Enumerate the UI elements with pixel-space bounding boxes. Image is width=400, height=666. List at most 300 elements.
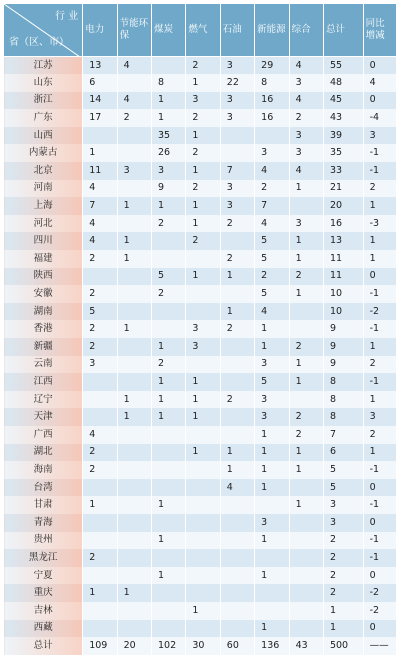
table-cell	[117, 180, 151, 198]
table-cell: -1	[363, 496, 396, 514]
table-cell: 2	[323, 567, 363, 585]
table-cell	[152, 250, 186, 268]
table-cell	[186, 461, 220, 479]
table-cell: 2	[152, 215, 186, 233]
table-cell	[289, 532, 323, 550]
row-province-name: 香港	[4, 320, 83, 338]
table-row	[4, 584, 397, 602]
table-cell	[117, 303, 151, 321]
table-cell: 3	[363, 127, 396, 145]
column-header-coal: 煤炭	[152, 4, 186, 57]
table-row	[4, 426, 397, 444]
row-province-name: 总计	[4, 637, 83, 655]
table-cell: 3	[220, 92, 254, 110]
table-row	[4, 479, 397, 497]
table-cell	[83, 127, 117, 145]
table-cell	[152, 479, 186, 497]
table-cell	[152, 584, 186, 602]
table-cell: 3	[186, 338, 220, 356]
table-cell: 1	[186, 162, 220, 180]
table-cell: 4	[220, 479, 254, 497]
table-cell: 0	[363, 620, 396, 638]
table-cell: 5	[255, 373, 289, 391]
row-province-name: 宁夏	[4, 567, 83, 585]
table-row	[4, 391, 397, 409]
table-cell: 1	[255, 338, 289, 356]
table-cell	[289, 320, 323, 338]
table-cell: 2	[289, 408, 323, 426]
table-cell	[220, 532, 254, 550]
table-cell: 1	[363, 197, 396, 215]
row-province-name: 甘肃	[4, 496, 83, 514]
table-cell: 1	[152, 408, 186, 426]
table-cell: 2	[186, 109, 220, 127]
table-cell: 5	[323, 479, 363, 497]
row-province-name: 广东	[4, 109, 83, 127]
table-cell: 3	[289, 127, 323, 145]
table-cell: 1	[186, 602, 220, 620]
table-cell	[83, 567, 117, 585]
table-cell	[220, 285, 254, 303]
table-cell	[152, 620, 186, 638]
table-cell: -2	[363, 303, 396, 321]
table-cell: 2	[83, 338, 117, 356]
table-row	[4, 532, 397, 550]
table-cell	[220, 373, 254, 391]
table-cell: 2	[220, 215, 254, 233]
table-cell: 1	[152, 532, 186, 550]
table-cell	[255, 127, 289, 145]
table-row	[4, 92, 397, 110]
table-cell: 8	[152, 74, 186, 92]
table-cell: 1	[255, 567, 289, 585]
table-cell: 3	[255, 356, 289, 374]
row-province-name: 浙江	[4, 92, 83, 110]
table-cell	[117, 127, 151, 145]
table-cell: 3	[255, 391, 289, 409]
table-cell: 1	[117, 584, 151, 602]
table-cell	[220, 338, 254, 356]
table-cell	[186, 250, 220, 268]
column-header-energy-saving: 节能环保	[117, 4, 151, 57]
table-cell: 1	[117, 408, 151, 426]
table-cell: 2	[83, 320, 117, 338]
table-cell: 4	[117, 57, 151, 75]
table-cell: 3	[255, 514, 289, 532]
table-cell: 2	[220, 391, 254, 409]
table-cell: 1	[363, 444, 396, 462]
table-cell: 8	[323, 391, 363, 409]
table-cell	[289, 479, 323, 497]
table-cell	[83, 391, 117, 409]
row-province-name: 重庆	[4, 584, 83, 602]
table-cell: 3	[186, 320, 220, 338]
table-row	[4, 232, 397, 250]
row-province-name: 西藏	[4, 620, 83, 638]
table-cell	[220, 232, 254, 250]
table-cell	[220, 408, 254, 426]
table-cell	[152, 461, 186, 479]
table-cell: 9	[323, 356, 363, 374]
table-cell: 1	[255, 620, 289, 638]
table-cell: 11	[83, 162, 117, 180]
table-cell	[289, 602, 323, 620]
table-cell	[186, 426, 220, 444]
table-cell	[255, 496, 289, 514]
table-cell	[186, 514, 220, 532]
table-cell: 7	[220, 162, 254, 180]
table-cell: 0	[363, 57, 396, 75]
table-cell: 9	[323, 320, 363, 338]
row-province-name: 陕西	[4, 268, 83, 286]
table-cell: 5	[83, 303, 117, 321]
table-cell: 1	[289, 285, 323, 303]
table-cell	[186, 356, 220, 374]
table-cell: 2	[83, 444, 117, 462]
table-cell	[117, 549, 151, 567]
table-cell	[186, 285, 220, 303]
table-cell	[83, 602, 117, 620]
table-cell: 4	[83, 180, 117, 198]
table-cell: 3	[363, 408, 396, 426]
table-cell: -1	[363, 285, 396, 303]
table-cell	[220, 620, 254, 638]
table-cell	[117, 268, 151, 286]
table-cell: 5	[255, 250, 289, 268]
table-cell: 11	[323, 250, 363, 268]
table-cell	[117, 602, 151, 620]
table-cell	[117, 74, 151, 92]
table-cell: 45	[323, 92, 363, 110]
table-cell: 10	[323, 303, 363, 321]
table-cell: 39	[323, 127, 363, 145]
table-cell: 4	[117, 92, 151, 110]
table-cell: 1	[186, 74, 220, 92]
table-cell: -1	[363, 320, 396, 338]
table-cell: 2	[186, 180, 220, 198]
table-cell	[152, 514, 186, 532]
table-cell	[255, 602, 289, 620]
table-cell: 8	[323, 408, 363, 426]
row-province-name: 北京	[4, 162, 83, 180]
table-cell: 4	[255, 215, 289, 233]
table-cell: 1	[83, 584, 117, 602]
table-cell: 2	[255, 268, 289, 286]
table-cell: 1	[289, 444, 323, 462]
table-row	[4, 408, 397, 426]
table-cell	[117, 620, 151, 638]
table-row	[4, 74, 397, 92]
table-cell: 7	[323, 426, 363, 444]
table-cell	[117, 567, 151, 585]
table-row-total	[4, 637, 397, 655]
table-row	[4, 250, 397, 268]
table-cell	[117, 356, 151, 374]
industry-province-table-container	[3, 3, 397, 655]
column-header-total: 总计	[323, 4, 363, 57]
table-cell	[186, 532, 220, 550]
table-cell: 1	[152, 496, 186, 514]
table-cell: 13	[83, 57, 117, 75]
table-cell	[289, 620, 323, 638]
table-cell: -1	[363, 549, 396, 567]
row-province-name: 福建	[4, 250, 83, 268]
row-province-name: 河南	[4, 180, 83, 198]
table-cell	[152, 444, 186, 462]
table-cell: 2	[83, 250, 117, 268]
table-cell	[152, 303, 186, 321]
table-cell: 2	[255, 180, 289, 198]
table-cell: 2	[83, 285, 117, 303]
row-province-name: 云南	[4, 356, 83, 374]
table-cell: 2	[289, 338, 323, 356]
table-cell: -1	[363, 373, 396, 391]
table-cell	[117, 338, 151, 356]
table-cell: 1	[220, 268, 254, 286]
table-cell: 9	[323, 338, 363, 356]
table-row	[4, 496, 397, 514]
table-cell	[220, 356, 254, 374]
table-cell: 33	[323, 162, 363, 180]
table-cell	[186, 584, 220, 602]
table-cell: 8	[255, 74, 289, 92]
table-cell: -4	[363, 109, 396, 127]
table-row	[4, 180, 397, 198]
table-cell: 5	[255, 232, 289, 250]
table-cell: 3	[289, 144, 323, 162]
table-cell: 1	[152, 373, 186, 391]
table-cell: 9	[152, 180, 186, 198]
table-cell	[220, 144, 254, 162]
table-cell	[83, 479, 117, 497]
row-province-name: 山东	[4, 74, 83, 92]
table-cell	[186, 567, 220, 585]
table-cell	[117, 373, 151, 391]
table-row	[4, 162, 397, 180]
table-cell: 1	[289, 373, 323, 391]
table-row	[4, 444, 397, 462]
table-cell: 17	[83, 109, 117, 127]
table-cell: 35	[323, 144, 363, 162]
row-province-name: 青海	[4, 514, 83, 532]
table-cell	[289, 584, 323, 602]
table-cell	[289, 197, 323, 215]
table-cell: 4	[289, 92, 323, 110]
table-cell: 1	[289, 250, 323, 268]
table-row	[4, 285, 397, 303]
table-cell	[83, 268, 117, 286]
table-cell: 109	[83, 637, 117, 655]
table-cell	[220, 127, 254, 145]
table-cell: 1	[186, 215, 220, 233]
table-cell	[117, 479, 151, 497]
row-province-name: 四川	[4, 232, 83, 250]
table-cell: 1	[363, 391, 396, 409]
row-province-name: 天津	[4, 408, 83, 426]
table-cell: 26	[152, 144, 186, 162]
table-cell: -1	[363, 461, 396, 479]
table-cell: 4	[363, 74, 396, 92]
table-cell: 1	[363, 232, 396, 250]
table-cell: 2	[186, 232, 220, 250]
row-province-name: 新疆	[4, 338, 83, 356]
table-cell	[117, 215, 151, 233]
table-cell: 2	[152, 356, 186, 374]
table-cell: 1	[220, 461, 254, 479]
table-cell: 4	[83, 215, 117, 233]
table-cell	[186, 303, 220, 321]
table-cell: 2	[363, 180, 396, 198]
table-row	[4, 197, 397, 215]
table-cell: 8	[323, 373, 363, 391]
table-cell: -1	[363, 162, 396, 180]
table-cell: 3	[289, 215, 323, 233]
table-row	[4, 567, 397, 585]
table-cell: 2	[289, 268, 323, 286]
table-cell: 14	[83, 92, 117, 110]
table-cell: 1	[152, 567, 186, 585]
row-province-name: 台湾	[4, 479, 83, 497]
table-cell	[289, 514, 323, 532]
table-cell: 4	[255, 162, 289, 180]
table-cell: 2	[323, 584, 363, 602]
table-cell: -2	[363, 602, 396, 620]
table-cell: 3	[152, 162, 186, 180]
table-cell: 5	[152, 268, 186, 286]
table-cell	[117, 426, 151, 444]
header-row	[4, 4, 397, 57]
row-province-name: 湖北	[4, 444, 83, 462]
table-cell: 11	[323, 268, 363, 286]
table-cell: 1	[289, 180, 323, 198]
table-cell: 1	[83, 144, 117, 162]
table-cell	[289, 567, 323, 585]
table-cell: 500	[323, 637, 363, 655]
table-cell: 3	[255, 408, 289, 426]
table-cell: 2	[186, 144, 220, 162]
table-cell: 1	[255, 444, 289, 462]
table-cell: -1	[363, 532, 396, 550]
table-cell: 30	[186, 637, 220, 655]
table-cell: 1	[220, 303, 254, 321]
table-cell: 16	[255, 109, 289, 127]
table-cell: 2	[117, 109, 151, 127]
table-cell: 5	[255, 285, 289, 303]
row-province-name: 内蒙古	[4, 144, 83, 162]
table-cell: 2	[323, 549, 363, 567]
row-province-name: 山西	[4, 127, 83, 145]
column-header-power: 电力	[83, 4, 117, 57]
table-row	[4, 127, 397, 145]
table-cell: 1	[152, 109, 186, 127]
table-cell: 3	[323, 514, 363, 532]
table-row	[4, 268, 397, 286]
column-header-comprehensive: 综合	[289, 4, 323, 57]
table-cell: 1	[289, 461, 323, 479]
table-cell: 2	[363, 426, 396, 444]
table-cell: 7	[83, 197, 117, 215]
table-cell	[117, 444, 151, 462]
column-header-oil: 石油	[220, 4, 254, 57]
table-cell: 16	[323, 215, 363, 233]
table-cell: 3	[117, 162, 151, 180]
table-cell	[289, 549, 323, 567]
table-cell: 48	[323, 74, 363, 92]
table-cell: 1	[255, 479, 289, 497]
table-row	[4, 602, 397, 620]
table-cell	[83, 514, 117, 532]
table-cell: 3	[220, 180, 254, 198]
table-cell: 21	[323, 180, 363, 198]
table-cell: 4	[83, 232, 117, 250]
table-row	[4, 57, 397, 75]
table-cell: 0	[363, 268, 396, 286]
table-cell	[186, 496, 220, 514]
row-province-name: 吉林	[4, 602, 83, 620]
table-cell: 1	[186, 197, 220, 215]
table-cell	[117, 461, 151, 479]
table-cell: 6	[323, 444, 363, 462]
table-cell: 2	[83, 461, 117, 479]
table-cell	[186, 479, 220, 497]
table-row	[4, 620, 397, 638]
table-cell: 2	[289, 109, 323, 127]
table-cell	[117, 496, 151, 514]
table-cell: 13	[323, 232, 363, 250]
row-province-name: 海南	[4, 461, 83, 479]
table-cell: 29	[255, 57, 289, 75]
table-cell: 1	[255, 461, 289, 479]
table-row	[4, 303, 397, 321]
table-row	[4, 373, 397, 391]
table-cell: 3	[323, 496, 363, 514]
table-cell	[220, 496, 254, 514]
table-cell: 1	[83, 496, 117, 514]
table-cell: 2	[152, 285, 186, 303]
table-row	[4, 144, 397, 162]
table-cell: 5	[323, 461, 363, 479]
table-cell: 2	[83, 549, 117, 567]
table-cell	[152, 426, 186, 444]
table-cell: 3	[255, 144, 289, 162]
table-cell	[289, 303, 323, 321]
table-row	[4, 338, 397, 356]
table-cell	[220, 584, 254, 602]
table-cell: 1	[186, 268, 220, 286]
table-cell: 1	[186, 373, 220, 391]
table-cell: 6	[83, 74, 117, 92]
table-cell	[289, 391, 323, 409]
row-province-name: 广西	[4, 426, 83, 444]
table-cell: 1	[220, 444, 254, 462]
table-cell	[117, 514, 151, 532]
table-cell	[152, 602, 186, 620]
table-cell: 136	[255, 637, 289, 655]
corner-header-cell	[4, 4, 83, 57]
table-cell: 7	[255, 197, 289, 215]
table-cell: 1	[152, 197, 186, 215]
table-cell: 1	[323, 602, 363, 620]
row-province-name: 上海	[4, 197, 83, 215]
table-cell: 10	[323, 285, 363, 303]
table-cell: 3	[220, 109, 254, 127]
table-cell: 2	[289, 426, 323, 444]
table-cell: 1	[363, 250, 396, 268]
table-cell	[255, 584, 289, 602]
row-province-name: 辽宁	[4, 391, 83, 409]
column-header-yoy-change: 同比增减	[363, 4, 396, 57]
table-cell	[152, 232, 186, 250]
